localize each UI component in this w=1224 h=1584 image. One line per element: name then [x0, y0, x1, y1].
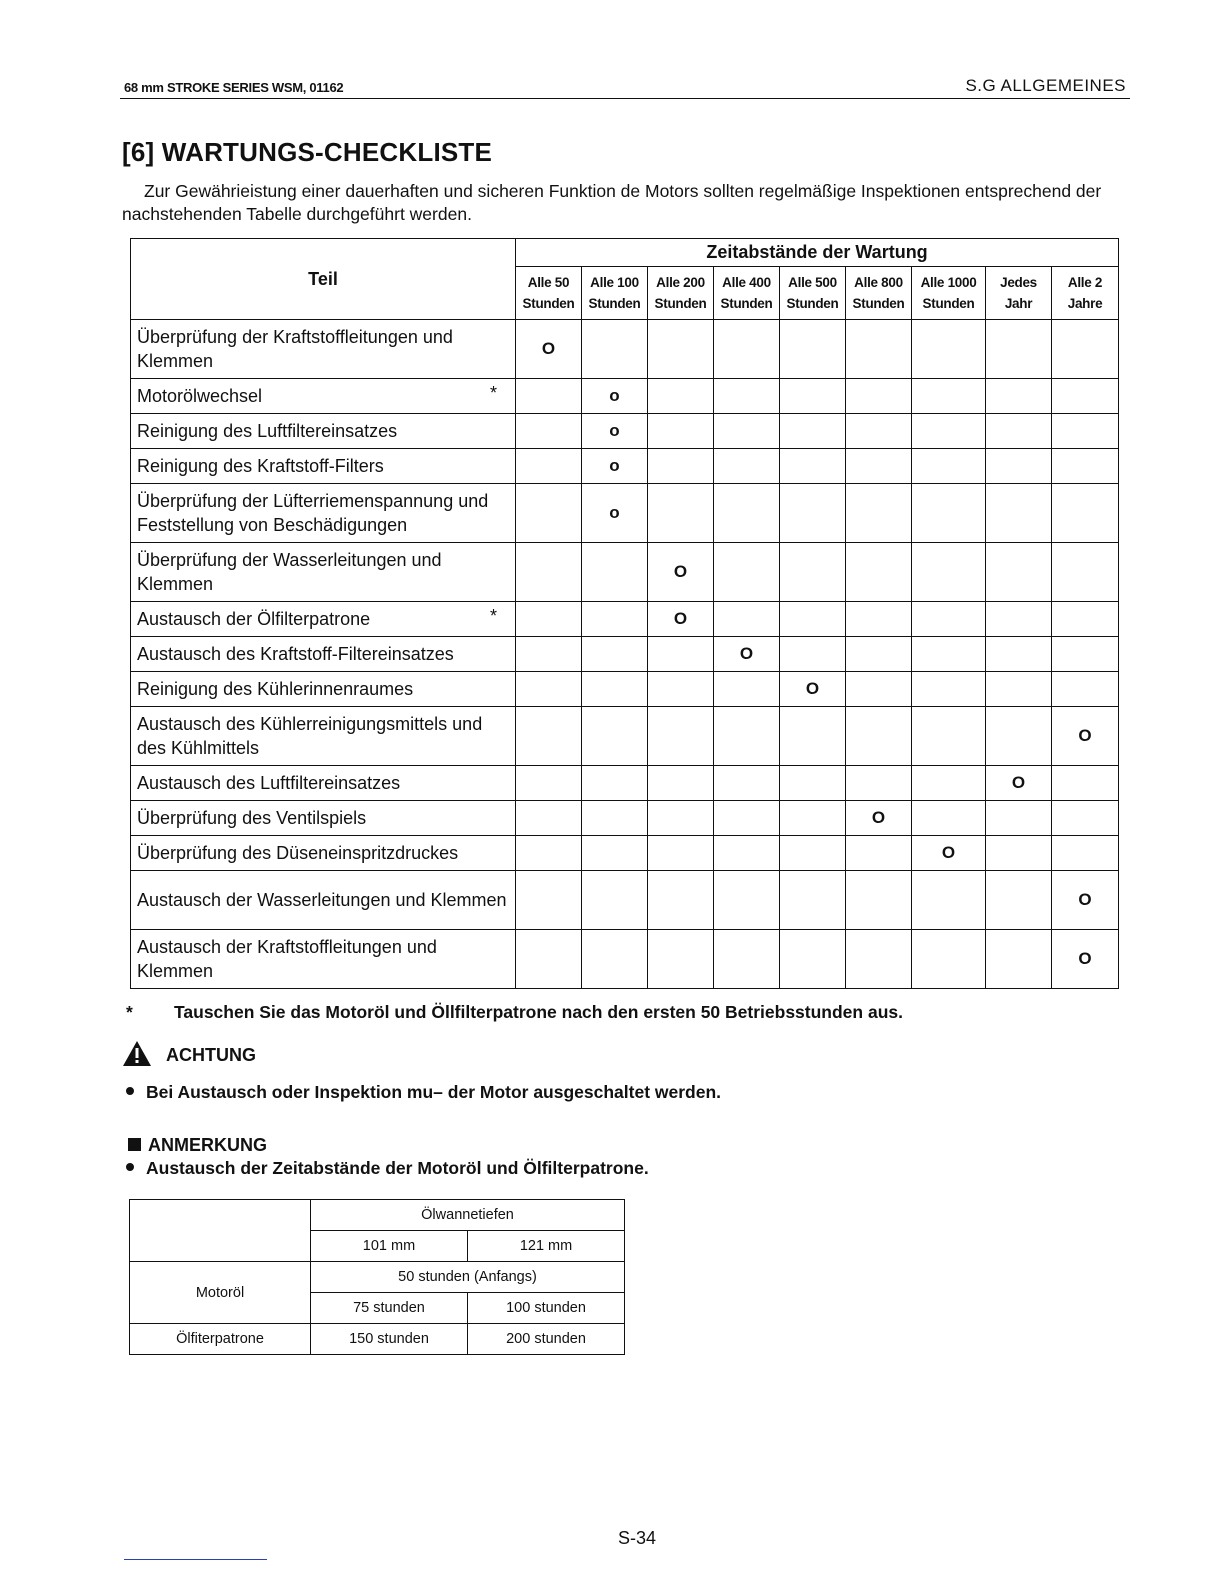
empty-cell [846, 449, 912, 484]
note-title: ANMERKUNG [148, 1135, 267, 1155]
table-row [131, 543, 1119, 602]
empty-cell [714, 484, 780, 543]
empty-cell [986, 930, 1052, 989]
empty-cell [516, 766, 582, 801]
empty-cell [516, 637, 582, 672]
empty-cell [648, 449, 714, 484]
empty-cell [714, 801, 780, 836]
empty-cell [912, 602, 986, 637]
interval-header [648, 267, 714, 320]
empty-cell [780, 766, 846, 801]
oil-pan-depth-header: Ölwannetiefen [311, 1200, 625, 1231]
empty-cell [648, 801, 714, 836]
header-rule [120, 98, 1130, 99]
empty-cell [714, 320, 780, 379]
empty-cell [714, 379, 780, 414]
empty-cell [986, 801, 1052, 836]
note-bullet [126, 1158, 649, 1179]
interval-line1: Alle 100 [590, 275, 639, 290]
table-row [131, 484, 1119, 543]
filter-value-121: 200 stunden [468, 1324, 625, 1355]
table-row [131, 930, 1119, 989]
empty-cell [846, 414, 912, 449]
empty-cell [846, 602, 912, 637]
warning-bullet [126, 1082, 721, 1103]
footnote-star: * [126, 1002, 133, 1022]
empty-cell [780, 602, 846, 637]
part-cell [131, 449, 516, 484]
empty-cell [648, 379, 714, 414]
oil-table-empty-cell [130, 1200, 311, 1262]
empty-cell [912, 484, 986, 543]
interval-line1: Alle 1000 [920, 275, 977, 290]
interval-mark: o [582, 484, 648, 543]
header-left: 68 mm STROKE SERIES WSM, 01162 [124, 80, 344, 95]
empty-cell [714, 930, 780, 989]
empty-cell [912, 320, 986, 379]
empty-cell [780, 836, 846, 871]
table-row [131, 836, 1119, 871]
empty-cell [582, 766, 648, 801]
empty-cell [912, 414, 986, 449]
empty-cell [846, 766, 912, 801]
empty-cell [912, 637, 986, 672]
empty-cell [846, 871, 912, 930]
empty-cell [986, 414, 1052, 449]
empty-cell [912, 449, 986, 484]
footnote-text: Tauschen Sie das Motoröl und Öllfilterpatrone nach den ersten 50 Betriebsstunden aus. [174, 1002, 903, 1022]
empty-cell [714, 602, 780, 637]
empty-cell [780, 379, 846, 414]
part-label: Austausch der Wasserleitungen und Klemmen [137, 890, 507, 910]
empty-cell [986, 379, 1052, 414]
empty-cell [912, 672, 986, 707]
empty-cell [516, 484, 582, 543]
empty-cell [1052, 766, 1119, 801]
empty-cell [1052, 379, 1119, 414]
star-marker: * [489, 606, 497, 626]
interval-mark: O [780, 672, 846, 707]
empty-cell [986, 672, 1052, 707]
empty-cell [648, 637, 714, 672]
part-cell [131, 602, 516, 637]
empty-cell [516, 801, 582, 836]
empty-cell [648, 930, 714, 989]
empty-cell [582, 801, 648, 836]
part-label: Austausch der Ölfilterpatrone [137, 609, 371, 629]
interval-line1: Alle 2 [1067, 275, 1103, 290]
depth-101: 101 mm [311, 1231, 468, 1262]
part-cell [131, 871, 516, 930]
interval-mark: o [582, 414, 648, 449]
part-cell [131, 543, 516, 602]
table-row [131, 766, 1119, 801]
warning-bullet-text: Bei Austausch oder Inspektion mu– der Motor ausgeschaltet werden. [146, 1082, 722, 1102]
filter-label: Ölfiterpatrone [130, 1324, 311, 1355]
interval-line1: Alle 500 [788, 275, 837, 290]
empty-cell [582, 637, 648, 672]
empty-cell [582, 320, 648, 379]
part-label: Austausch des Kraftstoff-Filtereinsatzes [137, 644, 454, 664]
footnote [126, 1002, 903, 1023]
table-row [131, 379, 1119, 414]
empty-cell [780, 801, 846, 836]
interval-mark: o [582, 379, 648, 414]
empty-cell [912, 379, 986, 414]
interval-header [582, 267, 648, 320]
part-cell [131, 672, 516, 707]
part-cell [131, 484, 516, 543]
empty-cell [582, 672, 648, 707]
part-label: Reinigung des Luftfiltereinsatzes [137, 421, 398, 441]
interval-header [780, 267, 846, 320]
empty-cell [516, 930, 582, 989]
interval-header [986, 267, 1052, 320]
intro-paragraph: Zur Gewährieistung einer dauerhaften und sicheren Funktion de Motors sollten regelmäßige Inspektionen entsprechend der nachstehenden Tabelle durchgeführt werden. [122, 181, 1102, 224]
empty-cell [986, 707, 1052, 766]
empty-cell [1052, 801, 1119, 836]
table-row [131, 672, 1119, 707]
empty-cell [648, 414, 714, 449]
part-label: Überprüfung des Ventilspiels [137, 808, 367, 828]
empty-cell [780, 930, 846, 989]
empty-cell [846, 930, 912, 989]
interval-header [1052, 267, 1119, 320]
interval-line2: Stunden [922, 296, 975, 311]
empty-cell [714, 871, 780, 930]
empty-cell [912, 766, 986, 801]
empty-cell [986, 836, 1052, 871]
table-row [131, 637, 1119, 672]
interval-mark: O [986, 766, 1052, 801]
empty-cell [714, 766, 780, 801]
empty-cell [648, 320, 714, 379]
interval-line2: Stunden [522, 296, 575, 311]
part-cell [131, 766, 516, 801]
interval-mark: O [648, 602, 714, 637]
bullet-dot-icon [126, 1163, 134, 1171]
empty-cell [1052, 414, 1119, 449]
header-right: S.G ALLGEMEINES [965, 76, 1126, 95]
interval-header [912, 267, 986, 320]
empty-cell [846, 484, 912, 543]
interval-line2: Jahr [1004, 296, 1033, 311]
empty-cell [714, 672, 780, 707]
empty-cell [516, 543, 582, 602]
empty-cell [912, 543, 986, 602]
interval-line1: Alle 400 [722, 275, 771, 290]
bullet-dot-icon [126, 1087, 134, 1095]
interval-mark: o [582, 449, 648, 484]
empty-cell [582, 602, 648, 637]
square-bullet-icon [128, 1138, 141, 1151]
empty-cell [780, 543, 846, 602]
part-column-header: Teil [131, 239, 516, 320]
empty-cell [912, 801, 986, 836]
empty-cell [780, 871, 846, 930]
interval-mark: O [912, 836, 986, 871]
empty-cell [714, 836, 780, 871]
part-label: Austausch der Kraftstoffleitungen und Klemmen [137, 937, 437, 981]
table-row [131, 871, 1119, 930]
motoroel-label: Motoröl [130, 1262, 311, 1324]
note-heading [128, 1135, 267, 1156]
part-cell [131, 414, 516, 449]
maintenance-table-body [131, 320, 1119, 989]
table-row [131, 320, 1119, 379]
interval-mark: O [1052, 707, 1119, 766]
motoroel-value-101: 75 stunden [311, 1293, 468, 1324]
empty-cell [714, 414, 780, 449]
table-row [131, 449, 1119, 484]
empty-cell [986, 871, 1052, 930]
part-cell [131, 379, 516, 414]
empty-cell [714, 543, 780, 602]
part-label: Überprüfung der Lüfterriemenspannung und Feststellung von Beschädigungen [137, 491, 489, 535]
empty-cell [780, 484, 846, 543]
interval-mark: O [648, 543, 714, 602]
empty-cell [714, 707, 780, 766]
empty-cell [516, 414, 582, 449]
table-row [131, 414, 1119, 449]
empty-cell [846, 672, 912, 707]
table-row [131, 801, 1119, 836]
part-cell [131, 320, 516, 379]
empty-cell [986, 637, 1052, 672]
empty-cell [1052, 449, 1119, 484]
part-label: Überprüfung der Wasserleitungen und Klemmen [137, 550, 442, 594]
empty-cell [780, 707, 846, 766]
maintenance-table [130, 238, 1119, 989]
empty-cell [1052, 637, 1119, 672]
initial-interval: 50 stunden (Anfangs) [311, 1262, 625, 1293]
empty-cell [846, 637, 912, 672]
empty-cell [846, 543, 912, 602]
empty-cell [582, 871, 648, 930]
interval-header [516, 267, 582, 320]
part-label: Überprüfung der Kraftstoffleitungen und Klemmen [137, 327, 453, 371]
interval-line2: Jahre [1067, 296, 1103, 311]
note-bullet-text: Austausch der Zeitabstände der Motoröl und Ölfilterpatrone. [146, 1158, 649, 1178]
empty-cell [516, 449, 582, 484]
interval-header [714, 267, 780, 320]
empty-cell [780, 320, 846, 379]
empty-cell [780, 637, 846, 672]
empty-cell [986, 449, 1052, 484]
oil-pan-table [129, 1199, 625, 1355]
interval-mark: O [1052, 930, 1119, 989]
empty-cell [516, 672, 582, 707]
interval-mark: O [846, 801, 912, 836]
empty-cell [516, 836, 582, 871]
empty-cell [1052, 484, 1119, 543]
part-label: Motorölwechsel [137, 386, 263, 406]
empty-cell [986, 320, 1052, 379]
bottom-link-line [124, 1559, 267, 1560]
interval-mark: O [516, 320, 582, 379]
star-marker: * [489, 383, 497, 403]
empty-cell [1052, 320, 1119, 379]
part-cell [131, 930, 516, 989]
empty-cell [986, 543, 1052, 602]
empty-cell [846, 379, 912, 414]
depth-121: 121 mm [468, 1231, 625, 1262]
empty-cell [582, 836, 648, 871]
warning-heading [122, 1040, 256, 1067]
empty-cell [582, 930, 648, 989]
interval-line1: Alle 200 [656, 275, 705, 290]
empty-cell [648, 484, 714, 543]
page-number: S-34 [618, 1528, 657, 1548]
empty-cell [986, 602, 1052, 637]
warning-title: ACHTUNG [166, 1045, 256, 1065]
empty-cell [582, 543, 648, 602]
empty-cell [648, 836, 714, 871]
empty-cell [516, 871, 582, 930]
table-row [131, 707, 1119, 766]
empty-cell [846, 707, 912, 766]
part-cell [131, 836, 516, 871]
interval-line2: Stunden [786, 296, 839, 311]
empty-cell [714, 449, 780, 484]
empty-cell [912, 707, 986, 766]
table-row [131, 602, 1119, 637]
interval-mark: O [714, 637, 780, 672]
empty-cell [516, 379, 582, 414]
interval-line2: Stunden [588, 296, 641, 311]
empty-cell [780, 414, 846, 449]
empty-cell [780, 449, 846, 484]
part-label: Reinigung des Kühlerinnenraumes [137, 679, 414, 699]
filter-value-101: 150 stunden [311, 1324, 468, 1355]
part-label: Reinigung des Kraftstoff-Filters [137, 456, 384, 476]
part-label: Austausch des Kühlerreinigungsmittels und des Kühlmittels [137, 714, 483, 758]
interval-line2: Stunden [654, 296, 707, 311]
interval-mark: O [1052, 871, 1119, 930]
empty-cell [516, 602, 582, 637]
empty-cell [1052, 543, 1119, 602]
part-label: Austausch des Luftfiltereinsatzes [137, 773, 401, 793]
empty-cell [1052, 602, 1119, 637]
section-title: [6] WARTUNGS-CHECKLISTE [122, 137, 493, 167]
empty-cell [912, 871, 986, 930]
interval-group-header: Zeitabstände der Wartung [516, 239, 1119, 267]
empty-cell [846, 836, 912, 871]
empty-cell [1052, 836, 1119, 871]
empty-cell [912, 930, 986, 989]
interval-line1: Alle 50 [527, 275, 570, 290]
empty-cell [516, 707, 582, 766]
interval-line1: Alle 800 [854, 275, 903, 290]
interval-line2: Stunden [852, 296, 905, 311]
empty-cell [648, 672, 714, 707]
empty-cell [986, 484, 1052, 543]
empty-cell [582, 707, 648, 766]
motoroel-value-121: 100 stunden [468, 1293, 625, 1324]
part-cell [131, 707, 516, 766]
warning-triangle-icon [122, 1040, 152, 1067]
interval-line2: Stunden [720, 296, 773, 311]
empty-cell [648, 871, 714, 930]
part-cell [131, 637, 516, 672]
empty-cell [648, 707, 714, 766]
part-label: Überprüfung des Düseneinspritzdruckes [137, 843, 459, 863]
interval-line1: Jedes [1000, 275, 1037, 290]
empty-cell [648, 766, 714, 801]
empty-cell [846, 320, 912, 379]
empty-cell [1052, 672, 1119, 707]
part-cell [131, 801, 516, 836]
interval-header [846, 267, 912, 320]
